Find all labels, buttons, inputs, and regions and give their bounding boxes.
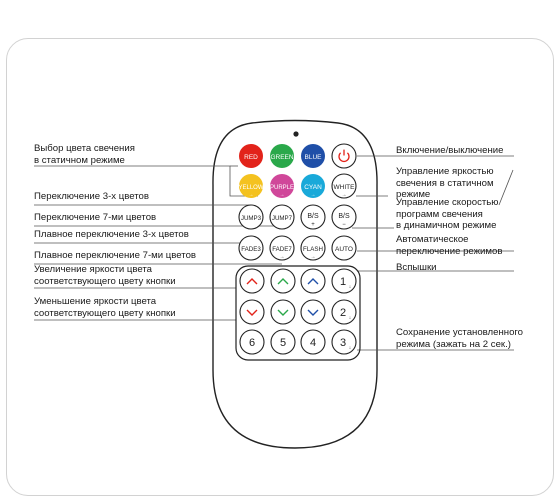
label-speed [396,197,499,232]
label-brightness-up-line-1: Увеличение яркости цвета [34,264,153,275]
green-up-button[interactable] [271,269,295,293]
jump3-label: JUMP3 [240,215,262,222]
green-button-label: GREEN [270,154,294,161]
label-fade3: Плавное переключение 3-х цветов [34,229,189,240]
number-1-arrow-icon: ↓ [348,284,352,290]
label-flash: Вспышки [396,262,437,273]
label-switch7: Переключение 7-ми цветов [34,212,157,223]
cyan-button-label: CYAN [304,184,322,191]
label-color-select-line-2: в статичном режиме [34,154,125,166]
label-save-line-1: Сохранение установленного [396,327,524,338]
flash-label: FLASH [303,246,323,253]
number-3-label: 3 [339,337,347,349]
label-auto-line-1: Автоматическое [396,234,469,245]
number-5-label: 5 [279,337,287,349]
blue-button-label: BLUE [304,154,322,161]
label-save-line-2: режима (зажать на 2 сек.) [396,338,511,350]
red-button-label: RED [244,154,258,161]
red-down-button[interactable] [240,300,264,324]
number-4-label: 4 [309,337,317,349]
bs-label-2: B/S [338,213,350,220]
label-brightness-down [34,296,176,319]
label-brightness-static-line-3: режиме [396,189,431,200]
label-auto-line-2: переключение режимов [396,245,503,257]
white-arrow-icon: → [341,192,347,198]
power-button[interactable] [332,144,356,168]
label-speed-line-3: в динамичном режиме [396,220,497,231]
ir-sensor [293,131,298,136]
cyan-arrow-icon: → [310,192,316,198]
blue-down-button[interactable] [301,300,325,324]
label-brightness-down-line-1: Уменьшение яркости цвета [34,296,157,307]
label-color-select [34,143,135,166]
label-auto [396,234,502,257]
yellow-arrow-icon: → [248,192,254,198]
label-fade7: Плавное переключение 7-ми цветов [34,250,197,261]
label-speed-line-1: Управление скоростью [396,197,499,208]
number-2-label: 2 [339,307,347,319]
label-power: Включение/выключение [396,145,504,156]
label-color-select-line-1: Выбор цвета свечения [34,143,135,154]
fade7-label: FADE7 [272,246,292,253]
label-brightness-static-line-2: свечения в статичном [396,177,494,189]
purple-button-label: PURPLE [269,185,295,191]
bs-plus-icon: + [311,222,315,228]
label-brightness-static [396,166,494,201]
label-brightness-up [34,264,176,287]
yellow-button-label: YELLOW [238,185,264,191]
flash-arrow-icon: → [310,254,316,260]
white-button-label: WHITE [333,184,355,191]
label-brightness-down-line-2: соответствующего цвету кнопки [34,307,176,319]
number-3-arrow-icon: ↓ [348,345,352,351]
number-1-label: 1 [339,276,347,288]
auto-label: AUTO [335,246,353,253]
number-2-arrow-icon: ↓ [348,315,352,321]
bs-minus-icon: − [342,222,346,228]
red-up-button[interactable] [240,269,264,293]
label-switch3: Переключение 3-х цветов [34,191,149,202]
label-brightness-up-line-2: соответствующего цвету кнопки [34,275,176,287]
label-save [396,327,523,350]
label-brightness-static-line-1: Управление яркостью [396,166,494,177]
bs-label-1: B/S [307,213,319,220]
purple-arrow-icon: → [279,192,285,198]
label-speed-line-2: программ свечения [396,208,483,220]
jump7-label: JUMP7 [271,215,293,222]
fade7-arrow-icon: → [279,254,285,260]
fade3-label: FADE3 [241,246,261,253]
number-6-label: 6 [248,337,256,349]
blue-up-button[interactable] [301,269,325,293]
green-down-button[interactable] [271,300,295,324]
